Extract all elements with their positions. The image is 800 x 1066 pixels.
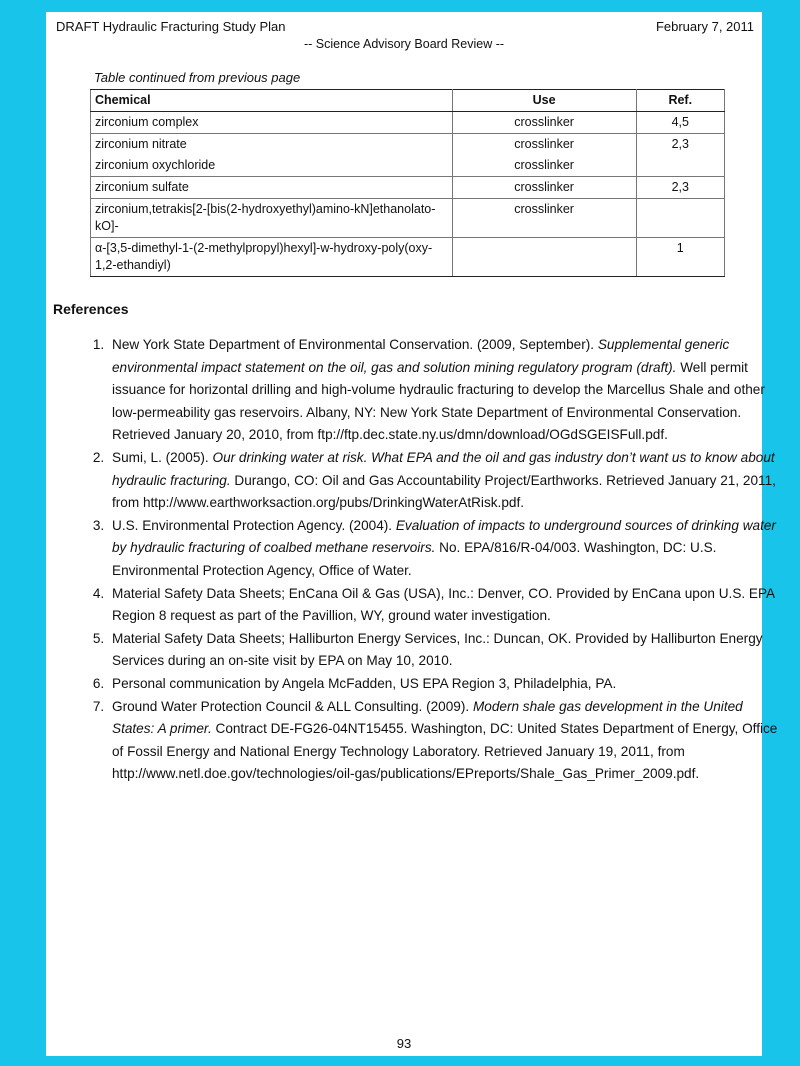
document-date: February 7, 2011 [655,19,754,34]
ref-cell [636,199,724,238]
table-row [91,112,725,134]
use-cell: crosslinker [452,155,636,177]
reference-title: Modern shale gas development in the United States: A primer. [112,698,743,737]
reference-item [108,673,788,696]
document-title: DRAFT Hydraulic Fracturing Study Plan [56,19,286,34]
chemical-table [90,89,725,277]
reference-text: Personal communication by Angela McFadden, US EPA Region 3, Philadelphia, PA. [112,675,617,691]
reference-item [108,628,788,673]
ref-cell: 4,5 [636,112,724,134]
use-cell: crosslinker [452,134,636,156]
document-subtitle: -- Science Advisory Board Review -- [303,37,505,51]
ref-cell [636,155,724,177]
column-header-ref: Ref. [636,90,724,112]
reference-item [108,515,788,583]
table-row [91,238,725,277]
chemical-cell: zirconium sulfate [91,177,453,199]
reference-item [108,696,788,786]
chemical-cell: α-[3,5-dimethyl-1-(2-methylpropyl)hexyl]-w-hydroxy-poly(oxy-1,2-ethandiyl) [91,238,453,277]
reference-text: Contract DE-FG26-04NT15455. Washington, DC: United States Department of Energy, Office of Fossil Energy and National Energy Technology Laboratory. Retrieved January 19, 2011, from http://www.netl.doe.gov/technologies/oil-gas/publications/EPreports/Shale_Gas_Primer_2009.pdf. [112,721,778,782]
chemical-cell: zirconium nitrate [91,134,453,156]
ref-cell: 2,3 [636,134,724,156]
column-header-use: Use [452,90,636,112]
table-caption: Table continued from previous page [94,70,301,85]
table-row [91,177,725,199]
chemical-cell: zirconium,tetrakis[2-[bis(2-hydroxyethyl)amino-kN]ethanolato-kO]- [91,199,453,238]
reference-item [108,583,788,628]
reference-text: Well permit issuance for horizontal drilling and high-volume hydraulic fracturing to develop the Marcellus Shale and other low-permeability gas reservoirs. Albany, NY: New York State Department of Environmental Conservation. Retrieved January 20, 2010, from ftp://ftp.dec.state.ny.us/dmn/download/OGdSGEISFull.pdf. [112,359,765,443]
chemical-cell: zirconium oxychloride [91,155,453,177]
reference-text: U.S. Environmental Protection Agency. (2004). [112,517,396,533]
column-header-chemical: Chemical [91,90,453,112]
reference-text: Ground Water Protection Council & ALL Consulting. (2009). [112,698,473,714]
page-number: 93 [396,1036,412,1051]
table-header-row [91,90,725,112]
reference-title: Supplemental generic environmental impact statement on the oil, gas and solution mining regulatory program (draft). [112,337,730,375]
reference-item [108,334,788,447]
ref-cell: 1 [636,238,724,277]
use-cell: crosslinker [452,177,636,199]
ref-cell: 2,3 [636,177,724,199]
use-cell: crosslinker [452,112,636,134]
references-heading: References [53,301,129,317]
references-list [76,334,788,786]
reference-text: Sumi, L. (2005). [112,449,213,465]
reference-title: Our drinking water at risk. What EPA and the oil and gas industry don’t want us to know about hydraulic fracturing. [112,449,775,488]
use-cell [452,238,636,277]
reference-text: New York State Department of Environmental Conservation. (2009, September). [112,337,598,352]
reference-item [108,447,788,515]
use-cell: crosslinker [452,199,636,238]
table-row [91,199,725,238]
reference-text: No. EPA/816/R-04/003. Washington, DC: U.S. Environmental Protection Agency, Office of Water. [112,540,717,578]
reference-text: Material Safety Data Sheets; Halliburton Energy Services, Inc.: Duncan, OK. Provided by Halliburton Energy Services during an on-site visit by EPA on May 10, 2010. [112,630,763,669]
chemical-cell: zirconium complex [91,112,453,134]
reference-text: Material Safety Data Sheets; EnCana Oil & Gas (USA), Inc.: Denver, CO. Provided by EnCana upon U.S. EPA Region 8 request as part of the Pavillion, WY, ground water investigation. [112,585,775,624]
table-row [91,134,725,156]
table-row [91,155,725,177]
document-page [46,12,778,1056]
reference-text: Durango, CO: Oil and Gas Accountability Project/Earthworks. Retrieved January 21, 2011, from http://www.earthworksaction.org/pubs/DrinkingWaterAtRisk.pdf. [112,472,776,511]
reference-title: Evaluation of impacts to underground sources of drinking water by hydraulic fracturing of coalbed methane reservoirs. [112,517,776,556]
